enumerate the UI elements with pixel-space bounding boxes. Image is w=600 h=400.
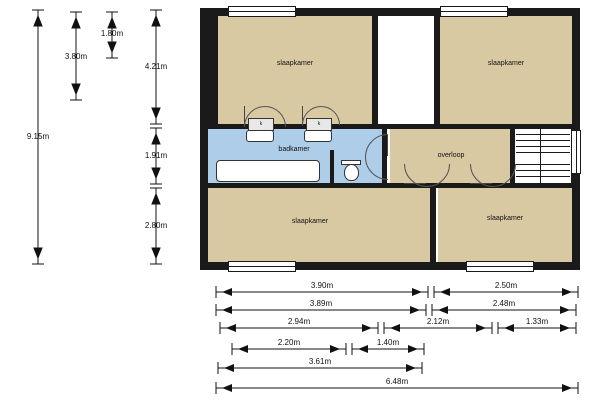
stair-step — [516, 140, 570, 141]
dim-label-2-80m: 2.80m — [144, 221, 168, 230]
cabinet-label: k — [317, 121, 321, 127]
room-slaapkamer-top-right — [440, 16, 572, 128]
label-slaapkamer-bottom-right: slaapkamer — [486, 215, 524, 222]
window-bottom-right-mullion — [466, 266, 534, 267]
inner-wall-bottom-mid — [430, 188, 436, 262]
stair-step — [516, 176, 570, 177]
window-right-stair-mullion — [576, 130, 577, 174]
stair-rail — [540, 128, 541, 184]
dim-label-2-12m: 2.12m — [426, 317, 450, 326]
dim-label-3-89m: 3.89m — [309, 299, 333, 308]
dim-label-2-94m: 2.94m — [287, 317, 311, 326]
cabinet-label: k — [259, 121, 263, 127]
stair-step — [516, 146, 570, 147]
dim-label-1-91m: 1.91m — [144, 151, 168, 160]
stair-step — [516, 164, 570, 165]
label-slaapkamer-top-left: slaapkamer — [276, 60, 314, 67]
dim-label-2-50m: 2.50m — [494, 281, 518, 290]
dim-label-3-61m: 3.61m — [308, 357, 332, 366]
stair-step — [516, 134, 570, 135]
label-overloop: overloop — [437, 152, 465, 159]
stair-step — [516, 170, 570, 171]
dim-label-3-90m: 3.90m — [310, 281, 334, 290]
sink-left — [246, 130, 274, 142]
window-bottom-left-mullion — [228, 266, 296, 267]
toilet-bowl — [344, 164, 359, 181]
dim-label-1-80m: 1.80m — [100, 29, 124, 38]
label-badkamer: badkamer — [278, 146, 310, 153]
dim-label-3-80m: 3.80m — [64, 52, 88, 61]
window-top-right-mullion — [440, 11, 508, 12]
dim-label-9-15m: 9.15m — [26, 132, 50, 141]
dim-label-6-48m: 6.48m — [385, 377, 409, 386]
dim-label-2-48m: 2.48m — [492, 299, 516, 308]
label-slaapkamer-bottom-left: slaapkamer — [291, 218, 329, 225]
bathtub — [216, 160, 320, 182]
room-slaapkamer-bottom-right — [438, 184, 572, 262]
inner-wall-vertical-top-right — [434, 16, 440, 128]
window-top-left-mullion — [228, 11, 296, 12]
dim-label-4-21m: 4.21m — [144, 62, 168, 71]
inner-wall-bath-divider — [330, 150, 334, 184]
dim-label-2-20m: 2.20m — [277, 338, 301, 347]
inner-wall-vertical-top-mid — [372, 16, 378, 128]
label-slaapkamer-top-right: slaapkamer — [487, 60, 525, 67]
sink-right — [304, 130, 332, 142]
stair-step — [516, 152, 570, 153]
dim-label-1-40m: 1.40m — [376, 338, 400, 347]
wall-left-notch — [200, 16, 218, 128]
room-slaapkamer-top-left — [218, 16, 372, 128]
dim-label-1-33m: 1.33m — [525, 317, 549, 326]
